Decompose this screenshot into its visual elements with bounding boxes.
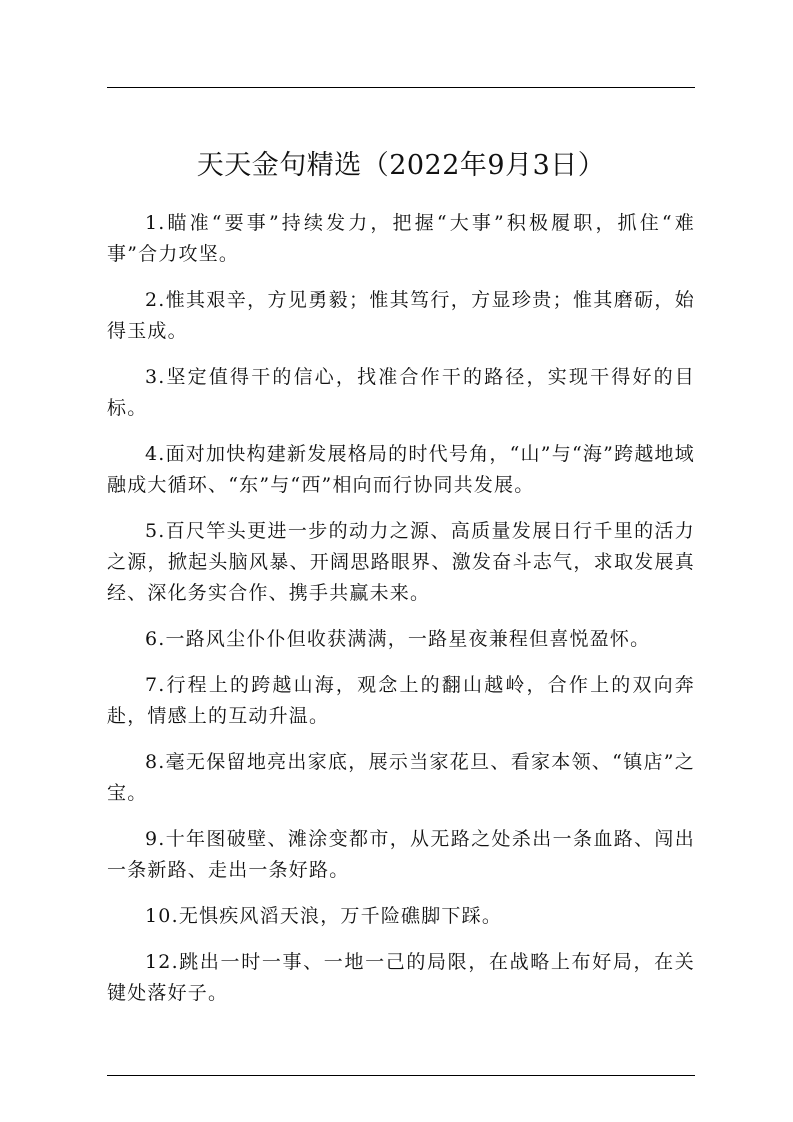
document-body bbox=[107, 208, 695, 1024]
paragraph: 12.跳出一时一事、一地一己的局限，在战略上布好局，在关键处落好子。 bbox=[107, 951, 695, 1004]
page-title: 天天金句精选（2022年9月3日） bbox=[196, 150, 606, 181]
paragraph: 7.行程上的跨越山海，观念上的翻山越岭，合作上的双向奔赴，情感上的互动升温。 bbox=[107, 674, 695, 727]
paragraph: 3.坚定值得干的信心，找准合作干的路径，实现干得好的目标。 bbox=[107, 366, 695, 419]
paragraph: 10.无惧疾风滔天浪，万千险礁脚下踩。 bbox=[145, 905, 503, 927]
paragraph: 5.百尺竿头更进一步的动力之源、高质量发展日行千里的活力之源，掀起头脑风暴、开阔思路眼界、激发奋斗志气，求取发展真经、深化务实合作、携手共赢未来。 bbox=[107, 520, 695, 604]
paragraph: 6.一路风尘仆仆但收获满满，一路星夜兼程但喜悦盈怀。 bbox=[145, 628, 651, 650]
paragraph: 8.毫无保留地亮出家底，展示当家花旦、看家本领、“镇店”之宝。 bbox=[107, 751, 695, 804]
paragraph: 9.十年图破壁、滩涂变都市，从无路之处杀出一条血路、闯出一条新路、走出一条好路。 bbox=[107, 828, 695, 881]
header-rule bbox=[107, 87, 695, 88]
paragraph: 4.面对加快构建新发展格局的时代号角，“山”与“海”跨越地域融成大循环、“东”与“西”相向而行协同共发展。 bbox=[107, 443, 695, 496]
paragraph: 1.瞄准“要事”持续发力，把握“大事”积极履职，抓住“难事”合力攻坚。 bbox=[107, 212, 695, 265]
paragraph: 2.惟其艰辛，方见勇毅；惟其笃行，方显珍贵；惟其磨砺，始得玉成。 bbox=[107, 289, 695, 342]
footer-rule bbox=[107, 1075, 695, 1076]
